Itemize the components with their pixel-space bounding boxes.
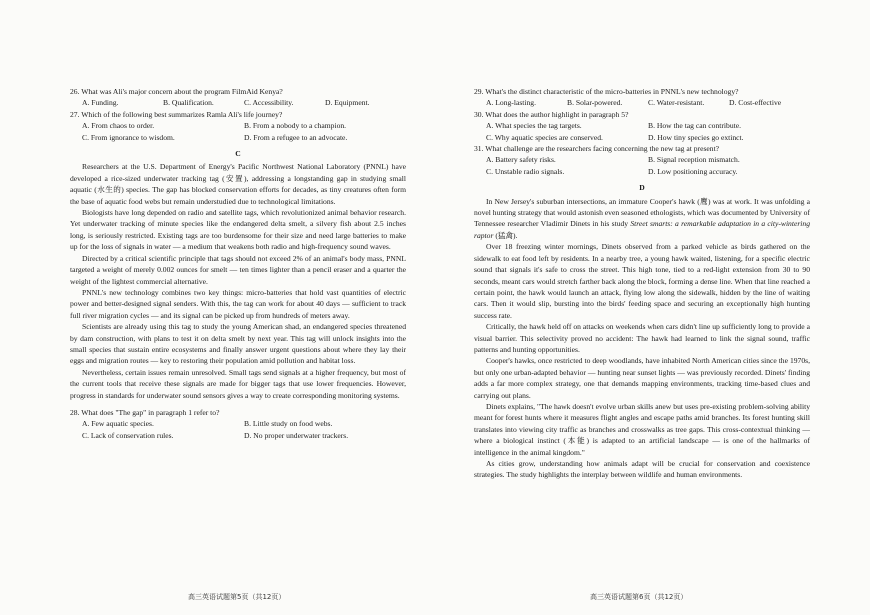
question-27-stem: 27. Which of the following best summarizes Ramla Ali's life journey? <box>70 109 283 119</box>
option-d: D. No proper underwater trackers. <box>244 430 349 440</box>
option-c: C. Unstable radio signals. <box>486 166 565 176</box>
section-c-paragraph-6: Nevertheless, certain issues remain unresolved. Small tags send signals at a higher frequency, but most of the current tools that receive these signals are made for bigger tags that use lower frequencies. However, progress in standards for underwater sound sensors gives a way to create corresponding monitoring systems. <box>70 367 406 400</box>
option-c: C. Lack of conservation rules. <box>82 430 174 440</box>
question-28-stem: 28. What does "The gap" in paragraph 1 refer to? <box>70 407 220 417</box>
option-d: D. How tiny species go extinct. <box>648 132 744 142</box>
question-29-stem: 29. What's the distinct characteristic of the micro-batteries in PNNL's new technology? <box>474 87 739 96</box>
option-d: D. Low positioning accuracy. <box>648 166 738 176</box>
option-a: A. Long-lasting. <box>486 98 536 108</box>
option-a: A. Few aquatic species. <box>82 419 154 429</box>
option-b: B. Signal reception mismatch. <box>648 155 740 165</box>
page-footer-left: 高三英语试题第5页（共12页） <box>188 593 286 601</box>
option-a: A. From chaos to order. <box>82 121 155 131</box>
option-b: B. Little study on food webs. <box>244 419 333 429</box>
question-28-options <box>82 418 406 441</box>
option-a: A. Battery safety risks. <box>486 155 556 165</box>
option-b: B. How the tag can contribute. <box>648 121 741 131</box>
left-column <box>70 86 406 441</box>
option-d: D. Equipment. <box>325 98 370 108</box>
option-c: C. Water-resistant. <box>648 98 705 108</box>
section-d-paragraph-3: Critically, the hawk held off on attacks on weekends when cars didn't line up sufficiently long to provide a visual barrier. This selectivity proved no accident: The hawk had learned to link the signal sound, traffic patterns and hunting opportunities. <box>474 322 810 354</box>
option-b: B. Solar-powered. <box>567 98 623 108</box>
question-30-stem: 30. What does the author highlight in paragraph 5? <box>474 109 629 119</box>
section-d-paragraph-1 <box>474 196 810 242</box>
question-31-options <box>486 154 810 177</box>
page-footer-right: 高三英语试题第6页（共12页） <box>590 593 688 601</box>
option-a: A. What species the tag targets. <box>486 121 582 131</box>
section-d-paragraph-6: As cities grow, understanding how animals adapt will be crucial for conservation and coexistence strategies. The study highlights the interplay between wildlife and human environments. <box>474 459 810 480</box>
section-c-paragraph-3: Directed by a critical scientific principle that tags should not exceed 2% of an animal's body mass, PNNL targeted a weight of merely 0.002 ounces for smelt — ten times lighter than a pencil eraser and a quarter the weight of the lightest commercial alternative. <box>70 253 406 286</box>
section-d-paragraph-5: Dinets explains, "The hawk doesn't evolve urban skills anew but uses pre-existing problem-solving ability meant for forest hunts where it measures flight angles and escape paths amid branches. Its forest hunting skill translates into viewing city traffic as branches and crosswalks as tree gaps. This cross-contextual thinking — where a biological instinct (本能) is adapted to an artificial landscape — is one of the hallmarks of intelligence in the animal kingdom." <box>474 401 810 457</box>
question-30-options <box>486 120 810 143</box>
option-c: C. Why aquatic species are conserved. <box>486 132 603 142</box>
question-31-stem: 31. What challenge are the researchers facing concerning the new tag at present? <box>474 144 720 154</box>
option-b: B. Qualification. <box>163 98 214 108</box>
section-c-paragraph-5: Scientists are already using this tag to study the young American shad, an endangered species threatened by dam construction, with plans to test it on delta smelt by next year. This tag will unlock insights into the small species that sustain entire ecosystems and finally answer urgent questions about where they lay their eggs and migration routes — key to restoring their population amid pollution and habitat loss. <box>70 322 406 366</box>
study-title: Street smarts: a remarkable adaptation in a city-wintering raptor <box>474 219 810 240</box>
option-c: C. From ignorance to wisdom. <box>82 132 175 142</box>
question-26-options <box>82 97 406 108</box>
option-a: A. Funding. <box>82 98 119 108</box>
section-c-paragraph-1: Researchers at the U.S. Department of Energy's Pacific Northwest National Laboratory (PNNL) have developed a rice-sized underwater tracking tag (安置), addressing a longstanding gap in studying small aquatic (水生的) species. The gap has blocked conservation efforts for decades, as tiny creatures often form the base of aquatic food webs but remain understudied due to technological limitations. <box>70 162 406 206</box>
section-c-paragraph-2: Biologists have long depended on radio and satellite tags, which revolutionized animal behavior research. Yet underwater tracking of minute species like the endangered delta smelt, a silvery fish about 2.5 inches long, is seriously restricted. Existing tags are too burdensome for their size and need large batteries to make up for the loss of signals in water — a medium that weakens both radio and high-frequency sound waves. <box>70 208 406 252</box>
option-b: B. From a nobody to a champion. <box>244 121 347 131</box>
section-c-title: C <box>235 149 241 159</box>
option-d: D. Cost-effective <box>729 98 782 108</box>
section-d-paragraph-2: Over 18 freezing winter mornings, Dinets observed from a parked vehicle as birds gathered on the sidewalk to eat food left by residents. In a nearby tree, a young hawk waited, listening, for a specific electric sound that signals it's safe to cross the street. This high tone, tied to a red-light extension from 30 to 90 seconds, meant cars would stretch farther back along the block, forming a dense line. When that line reached a certain point, the hawk would launch an attack, flying low along the sidewalk, hidden by the line of waiting cars. Then it would slip, bursting into the birds' feeding space and securing an exceptionally high hunting success rate. <box>474 242 810 320</box>
question-29-options <box>486 97 810 108</box>
option-c: C. Accessibility. <box>244 98 294 108</box>
paragraph-1-tail: (猛禽). <box>493 230 518 240</box>
right-column <box>474 86 810 481</box>
section-d-title: D <box>639 183 645 193</box>
question-26-stem: 26. What was Ali's major concern about the program FilmAid Kenya? <box>70 87 283 96</box>
section-c-paragraph-4: PNNL's new technology combines two key things: micro-batteries that hold vast quantities of electric power and better-designed signal senders. With this, the tag can work for about 40 days — sufficient to track full river migration cycles — and its signal can be picked up from hundreds of meters away. <box>70 287 406 320</box>
option-d: D. From a refugee to an advocate. <box>244 132 348 142</box>
section-d-paragraph-4: Cooper's hawks, once restricted to deep woodlands, have inhabited North American cities since the 1970s, but only one urban-adapted behavior — hunting near sunset lights — was previously recorded. Dinets' finding adds a far more complex strategy, one that demands mapping environments, tracking time-based clues and carrying out plans. <box>474 356 810 400</box>
question-27-options <box>82 120 406 143</box>
paragraph-1-text: In New Jersey's suburban intersections, an immature Cooper's hawk (鹰) was at work. It was unfolding a novel hunting strategy that would astonish even seasoned ethologists, which was documented by University of Tennessee researcher Vladimir Dinets in his study <box>474 196 810 229</box>
